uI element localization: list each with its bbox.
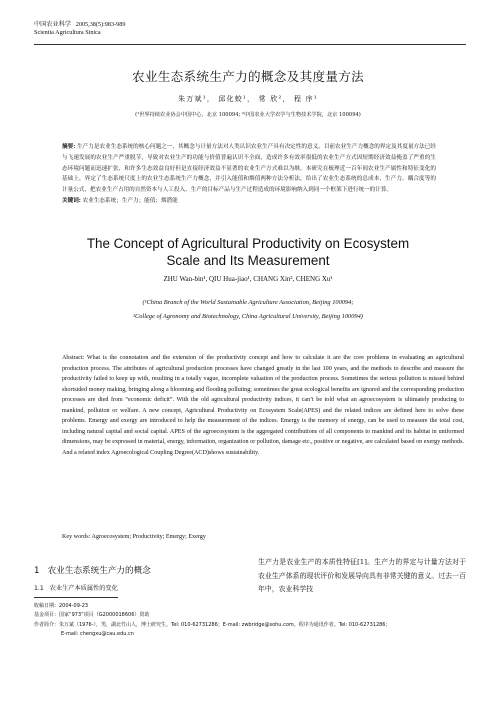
body-right-column: 生产力是农业生产的本质性特征[1]。生产力的界定与计量方法对于农业生产体系的现状评价和发展导向具有非常关键的意义。过去一百年中，农业科学技 <box>258 558 466 593</box>
footnote <box>34 602 474 640</box>
en-abstract-label: Abstract: <box>62 355 85 361</box>
cn-abstract-label: 摘要: <box>62 144 76 150</box>
en-title-line1: The Concept of Agricultural Productivity on Ecosystem <box>86 236 410 251</box>
journal-name-en: Scientia Agricultura Sinica <box>34 29 101 36</box>
en-authors: ZHU Wan-bin¹, QIU Hua-jiao¹, CHANG Xin², CHENG Xu¹ <box>163 275 333 283</box>
en-keywords: Agroecosystem; Productivity; Emergy; Exergy <box>91 534 206 540</box>
subsection-number: 1.1 <box>34 585 44 592</box>
subsection-heading <box>34 583 118 592</box>
journal-issue: 2005,38(5):983-989 <box>75 21 126 28</box>
section-title: 农业生态系统生产力的概念 <box>47 566 151 576</box>
en-abstract <box>62 353 464 458</box>
subsection-title: 农业生产本质属性的变化 <box>49 585 118 592</box>
en-keywords-label: Key words: <box>62 534 91 540</box>
cn-abstract-text: 生产力是农业生态系统的核心问题之一，其概念与计量方法对人类认识农业生产具有决定性的意义。目前农业生产力概念的界定及其度量方法已经与飞速发展的农业生产严重脱节，导致对农业生产的功能与价值普遍认识不全面，造成许多有效率很低的农业生产方式因短期经济效益掩盖了严重的生态环境问题而迅速扩张，和许多生态效益良好但是直接经济效益不显著的农业生产方式难以为继。本研究在梳理近一百年间农业生产属性和特征变化的基础上，界定了生态系统尺度上的农业生态系统生产力概念，并引入能值和烟值两种方法分析法，给出了农业生态系统的总成本、生产力、耦合度等的计量公式，把农业生产占用的自然资本与人工投入、生产的目标产品与生产过程造成的环境影响纳入到同一个框架下进行统一的计算。 <box>62 144 436 194</box>
footnote-author: 作者简介：朱万斌（1976-），男，湖北竹山人，博士研究生。Tel: 010-62731286；E-mail: zwbridge@sohu.com。程序为通讯作者。Tel: 010-62731286； <box>34 621 391 628</box>
header-rule <box>34 44 466 45</box>
en-affiliation-1: (¹China Branch of the World Sustainable Agriculture Association, Beijing 100094; <box>142 299 354 306</box>
en-keywords-line <box>62 534 206 540</box>
cn-title: 农业生态系统生产力的概念及其度量方法 <box>131 69 365 84</box>
footnote-rule <box>34 597 118 598</box>
cn-affiliation: (¹世界持续农业协会中国中心，北京 100094; ²中国农业大学农学与生物技术学院，北京 100094) <box>135 112 361 118</box>
cn-authors: 朱万斌¹， 邱化蛟¹， 常 欣²， 程 序¹ <box>178 95 318 103</box>
footnote-fund: 基金项目：国家“973”项目（G2000018606）资助 <box>34 612 150 619</box>
cn-keywords: 农业生态系统；生产力；能值；烟潜能 <box>82 197 178 204</box>
en-title-line2: Scale and Its Measurement <box>166 253 330 268</box>
cn-abstract <box>62 142 436 207</box>
running-header <box>34 21 125 37</box>
en-affiliation <box>0 296 496 324</box>
cn-keywords-label: 关键词: <box>62 197 81 204</box>
en-abstract-text: What is the connotation and the extension of the productivity concept and how to calculate it are the core problems in evaluating an agricultural production process. The attributes of agricultural production processes have changed greatly in the last 100 years, and the methods to describe and measure the productivity failed to keep up with, resulting in a totally vague, incomplete valuation of the production process. Sometimes the serious pollution is missed behind shortsided money making, bringing along a blooming and flooding polluting; sometimes the great ecological benefits are ignored and the corresponding production processes are died from “economic deficit”. With the old agricultural productivity indices, it can’t be told what an agroecosystem is ultimately producing to mankind, pollution or welfare. A new concept, Agricultural Productivity on Ecosystem Scale(APES) and the related indices are defined here to solve these problems. Emergy and exergy are introduced to help the measurement of the indices. Emergy is the memory of energy, can be used to measure the total cost, including natural capital and social capital. APES of the agroecosystem is the aggregated contributions of all components to mankind and its habitat in uniformed dimensions, may be expressed in material, energy, information, organization or pollution, damage etc., positive or negative, are calculated based on exergy methods. And a related index Agroecological Coupling Degree(ACD)shows sustainability. <box>62 355 464 456</box>
en-title <box>0 235 496 269</box>
footnote-email: E-mail: chengxu@cau.edu.cn <box>61 631 134 638</box>
journal-name-cn: 中国农业科学 <box>34 21 72 28</box>
en-affiliation-2: ²College of Agronomy and Biotechnology, China Agricultural University, Beijing 100094) <box>133 313 363 320</box>
section-heading <box>34 564 151 576</box>
footnote-received: 收稿日期：2004-09-23 <box>34 603 89 609</box>
section-number: 1 <box>34 566 40 576</box>
